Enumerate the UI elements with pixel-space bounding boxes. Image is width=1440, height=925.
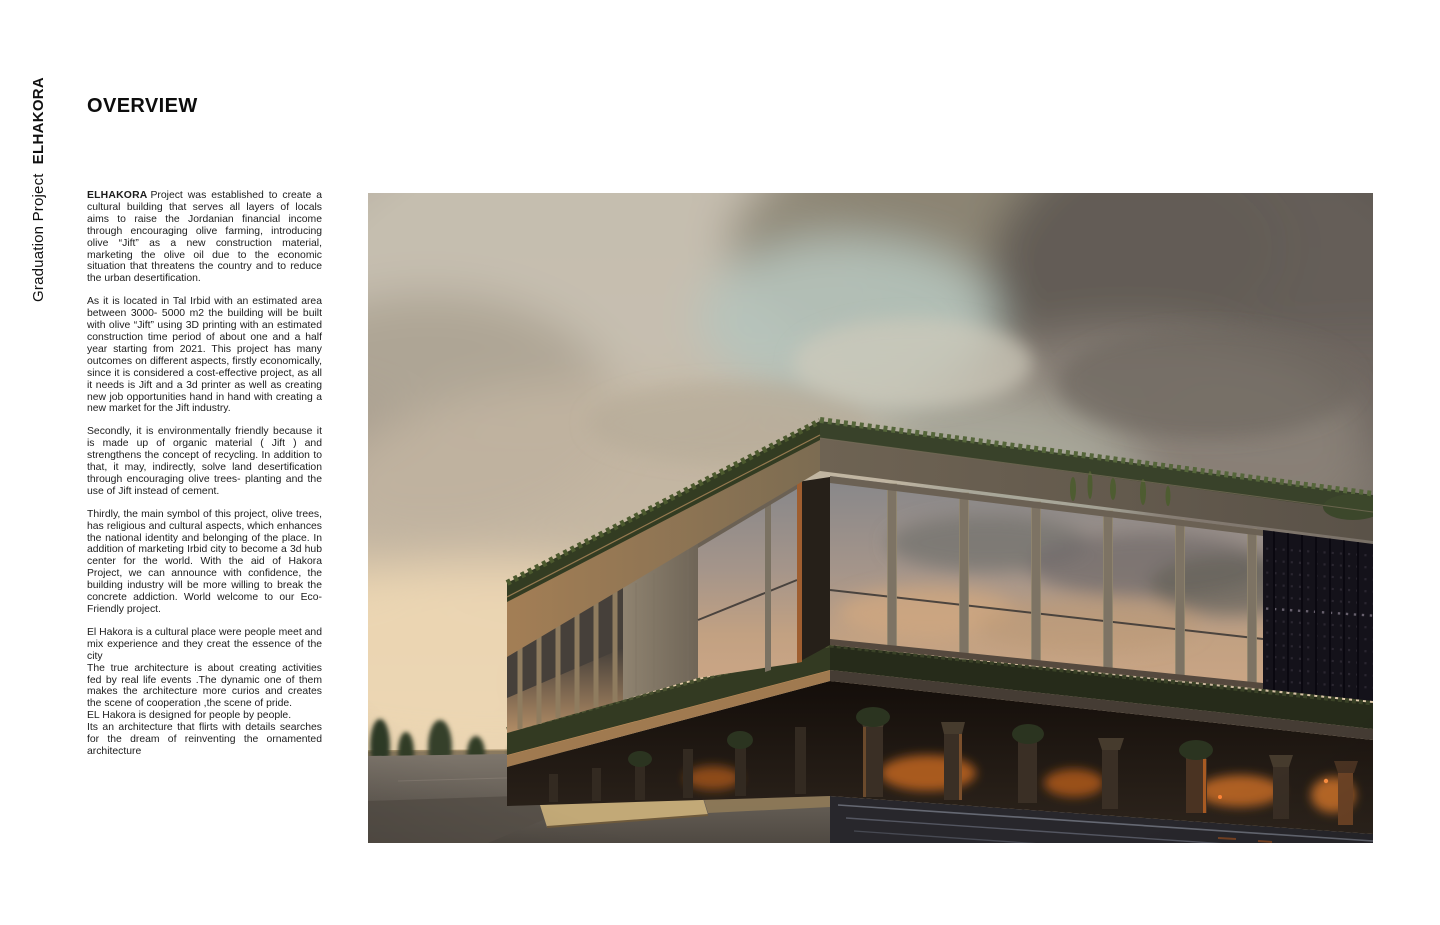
- overview-text-column: [87, 190, 322, 758]
- overview-paragraph: [87, 509, 322, 616]
- spine-project-type: Graduation Project: [30, 173, 47, 302]
- page-title: OVERVIEW: [87, 95, 198, 117]
- paragraph-text: Its an architecture that flirts with details searches for the dream of reinventing the ornamented architecture: [87, 722, 322, 757]
- paragraph-text: EL Hakora is designed for people by people.: [87, 710, 292, 722]
- overview-paragraph: [87, 663, 322, 711]
- paragraph-lead: ELHAKORA: [87, 190, 148, 201]
- spine-label: [30, 77, 47, 302]
- paragraph-text: The true architecture is about creating activities fed by real life events .The dynamic one of them makes the architecture more curios and creates the scene of cooperation ,the scene of pride.: [87, 662, 322, 710]
- spine-project-name: ELHAKORA: [30, 76, 47, 165]
- paragraph-text: As it is located in Tal Irbid with an estimated area between 3000- 5000 m2 the building will be built with olive “Jift” using 3D printing with an estimated construction time period of about one and a half year starting from 2021. This project has many outcomes on different aspects, firstly economically, since it is considered a cost-effective project, as all it needs is Jift and a 3d printer as well as creating new job opportunities hand in hand with creating a new market for the Jift industry.: [87, 296, 322, 415]
- overview-paragraph: [87, 710, 322, 722]
- paragraph-text: Project was established to create a cultural building that serves all layers of locals aims to raise the Jordanian financial income through encouraging olive farming, introducing olive “Jift” as a new construction material, marketing the olive oil due to the economic situation that threatens the country and to reduce the urban desertification.: [87, 190, 322, 285]
- overview-paragraph: [87, 627, 322, 663]
- overview-paragraph: [87, 296, 322, 415]
- overview-paragraph: [87, 190, 322, 285]
- building-render-image: [368, 193, 1373, 843]
- render-illustration: [368, 193, 1373, 843]
- paragraph-text: Thirdly, the main symbol of this project, olive trees, has religious and cultural aspects, which enhances the national identity and belonging of the place. In addition of marketing Irbid city to become a 3d hub center for the world. With the aid of Hakora Project, we can announce with confidence, the building industry will be more willing to break the concrete addiction. World welcome to our Eco-Friendly project.: [87, 508, 322, 615]
- overview-paragraph: [87, 426, 322, 497]
- paragraph-text: Secondly, it is environmentally friendly because it is made up of organic material ( Jift ) and strengthens the concept of recycling. In addition to that, it may, indirectly, solve land desertification through encouraging olive trees- planting and the use of Jift instead of cement.: [87, 426, 322, 497]
- paragraph-text: El Hakora is a cultural place were people meet and mix experience and they creat the essence of the city: [87, 626, 322, 662]
- overview-paragraph: [87, 722, 322, 758]
